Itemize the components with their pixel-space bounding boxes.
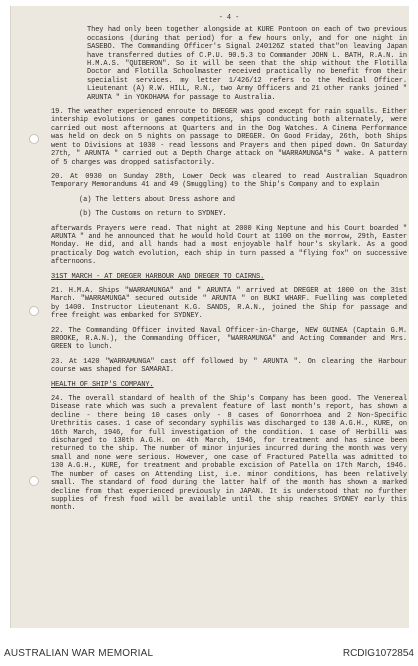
paragraph-19: 19. The weather experienced enroute to DREGER was good except for rain squalls. Either intership evolutions or games competitions, ships conducting both alternately, were carried out most afternoons at Quarters and in the Dog Watches. A Cinema Performance was held on deck on 5 nights on passage to DREGER. On Good Friday, 26th, both Ships went to Divisions at 1030 - read lessons and Prayers and then piped down. On Saturday 27th, " ARUNTA " carried out a Depth Charge attack on "WARRAMUNGA"S " wake. A pattern of 5 charges was dropped satisfactorily.: [51, 108, 407, 167]
footer-record-id: RCDIG1072854: [342, 648, 414, 659]
instruction-list: [79, 196, 407, 219]
paragraph-21: 21. H.M.A. Ships "WARRAMUNGA" and " ARUNTA " arrived at DREGER at 1000 on the 31st March. "WARRAMUNGA" secured outside " ARUNTA " on BUKI WHARF. Fuelling was completed by 1400. Instructor Lieutenant K.G. SANDS, R.A.N., joined the Ship for passage and free freight was embarked for SYDNEY.: [51, 286, 407, 321]
paragraph-24: 24. The overall standard of health of the Ship's Company has been good. The Venereal Disease rate which was such a prevalent feature of last month's report, has shown a decline - there being 10 cases only - 8 cases of Gonorrhoea and 2 Non-Specific Urethritis cases. 1 case of secondary syphilis was discharged to 130 A.G.H., KURE, on 16th March, 1946, for full investigation of the condition. 1 case of Herbilli was discharged to 130th A.G.H. on 4th March, 1946, for treatment and has since been returned to the ship. The number of minor injuries incurred during the month was very small and none were serious. However, one case of Fractured Patella was admitted to 130 A.G.H., KURE, for treatment and probable excision of Patella on 17th March, 1946. The number of cases on Attending List, i.e. minor conditions, has been relatively small. The standard of food during the latter half of the month has shown a marked decline from that experienced previously in JAPAN. It is understood that no further supplies of fresh food will be available until the ship reaches SYDNEY early this month.: [51, 395, 407, 513]
paragraph-23: 23. At 1420 "WARRAMUNGA" cast off followed by " ARUNTA ". On clearing the Harbour course was shaped for SAMARAI.: [51, 357, 407, 375]
list-item: (b) The Customs on return to SYDNEY.: [79, 210, 227, 219]
paragraph-after-list: afterwards Prayers were read. That night at 2000 King Neptune and his Court boarded " ARUNTA " and he announced that he would hold Court at 1100 on the morrow, 29th, Easter Monday. He did, and all hands had a most enjoyable half hour's skylark. As a good practicaly Dog watch evolution, each ship in turn passed a "flying fox" on successive afternoons.: [51, 224, 407, 267]
paragraph-continued: They had only been together alongside at KURE Pontoon on each of two previous occasions (during that period) for a few hours only, and for one night in SASEBO. The Commanding Officer's Signal 240126Z stated that"on leaving Japan have transferred duties of C.P.U. 90.5.3 to Commander JOHN L. BATH, R.A.N. in H.M.A.S. "QUIBERON". So it will be seen that the ship without the Flotilla Doctor and Flotilla Schoolmaster received practically no benefit from their specialist services. my letter 1/426/12 refers to the Medical Officer. Lieutenant (A) R.W. HILL, R.N., two Army Officers and 21 other ranks joined " ARUNTA " in YOKOHAMA for passage to Australia.: [87, 26, 407, 102]
document-body: [51, 6, 407, 519]
archive-footer: [0, 640, 418, 666]
list-item: (a) The letters about Dress ashore and: [79, 195, 235, 204]
section-heading-dreger: 31ST MARCH - AT DREGER HARBOUR AND DREGER TO CAIRNS.: [51, 272, 265, 281]
document-page: [10, 6, 409, 628]
paragraph-20: 20. At 0930 on Sunday 28th, Lower Deck was cleared to read Australian Squadron Temporary Memorandums 41 and 49 (Smuggling) to the Ship's Company and to explain: [51, 172, 407, 190]
page-number: - 4 -: [218, 14, 240, 22]
paragraph-22: 22. The Commanding Officer invited Naval Officer-in-Charge, NEW GUINEA (Captain G.M. BROOKE, R.A.N.), the Commanding Officer, "WARRAMUNGA" and Acting Commander and Mrs. GREEN to lunch.: [51, 326, 407, 352]
section-heading-health: HEALTH OF SHIP'S COMPANY.: [51, 380, 154, 389]
footer-institution: AUSTRALIAN WAR MEMORIAL: [4, 648, 154, 659]
